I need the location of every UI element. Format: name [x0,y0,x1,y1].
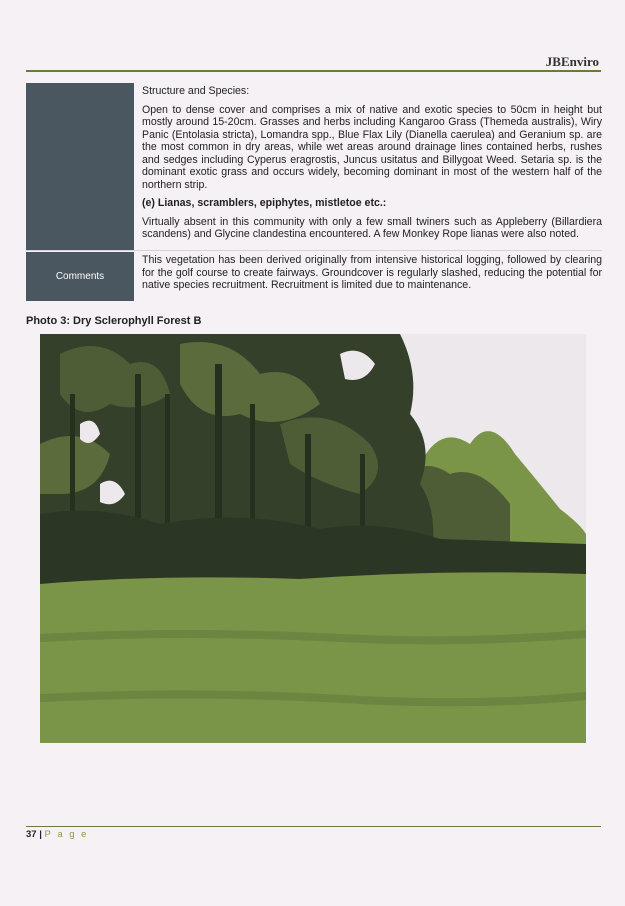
page-number: 37 [26,829,37,840]
label-column [26,83,134,301]
forest-photo [40,334,586,743]
row-separator [26,250,602,251]
photo-caption: Photo 3: Dry Sclerophyll Forest B [26,315,202,327]
lianas-paragraph: Virtually absent in this community with only a few small twiners such as Appleberry (Billardiera scandens) and Glycine clandestina encountered. A few Monkey Rope lianas were also noted. [142,215,602,240]
header-brand: JBEnviro [545,54,599,69]
page-footer [26,829,88,840]
forest-photo-illustration [40,334,586,743]
structure-cell [142,85,602,247]
structure-heading: Structure and Species: [142,85,250,97]
label-cell-comments [26,252,134,301]
comments-label: Comments [55,271,105,282]
page-label: P a g e [44,829,89,840]
header-rule [26,70,601,72]
comments-paragraph: This vegetation has been derived originally from intensive historical logging, followed by clearing for the golf course to create fairways. Groundcover is regularly slashed, reducing the potential for native species recruitment. Recruitment is limited due to maintenance. [142,254,602,291]
vegetation-table [26,83,602,301]
lianas-heading: (e) Lianas, scramblers, epiphytes, mistletoe etc.: [142,197,387,209]
structure-paragraph: Open to dense cover and comprises a mix of native and exotic species to 50cm in height but mostly around 15-20cm. Grasses and herbs including Kangaroo Grass (Themeda australis), Wiry Panic (Entolasia stricta), Lomandra spp., Blue Flax Lily (Dianella caerulea) and Geranium sp. are the most common in dry areas, while wet areas around drainage lines contained herbs, rushes and sedges including Cyperus eragrostis, Juncus usitatus and Billygoat Weed. Setaria sp. is the dominant exotic grass and occurs widely, becoming dominant in most of the western half of the northern strip. [142,103,602,191]
label-cell-structure [26,83,134,250]
footer-rule [26,826,601,827]
footer-separator: | [36,829,45,840]
comments-cell [142,254,602,298]
